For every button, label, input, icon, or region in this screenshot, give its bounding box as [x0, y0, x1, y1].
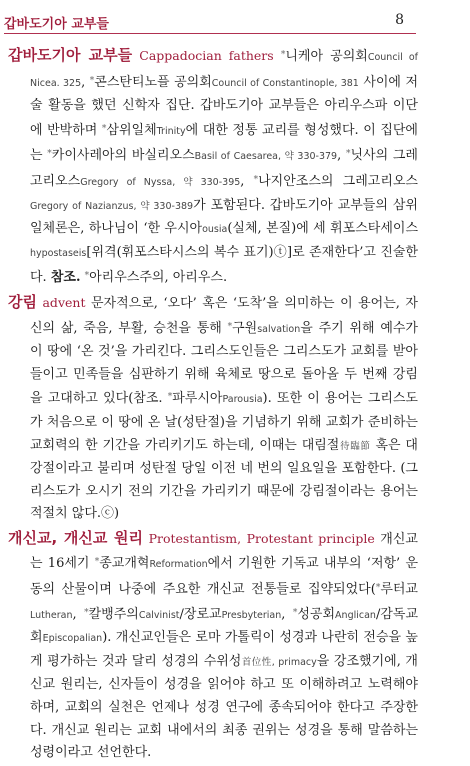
entry-text: /감독교회	[30, 606, 419, 646]
entry-term-english: Protestantism, Protestant principle	[148, 530, 375, 546]
original-term: 待臨節	[339, 440, 371, 452]
entry-text: 루터교	[380, 582, 418, 598]
entry-body	[30, 532, 418, 760]
entry-text: 개신교는 16세기	[30, 531, 418, 572]
entry-protestantism	[8, 527, 418, 765]
original-term: Gregory of Nazianzus, 약 330-389	[30, 200, 194, 212]
entry-text: 삼위일체	[106, 122, 157, 138]
entry-term: 강림	[8, 292, 37, 311]
cross-reference-mark: *	[89, 75, 95, 86]
entry-text: /장로교	[179, 606, 222, 622]
entry-text: 사이에 저술 활동을 했던 신학자 집단. 갑바도기아 교부들은 아리우스파 이단에 반박하며	[30, 74, 419, 138]
see-also-label: 참조.	[50, 270, 81, 286]
cross-reference-mark: *	[167, 392, 173, 403]
cross-reference-mark: *	[94, 557, 100, 568]
entry-text: 구원	[232, 320, 258, 336]
page-number: 8	[395, 12, 404, 28]
entry-text: ,	[240, 173, 254, 189]
original-term: Reformation	[149, 559, 208, 571]
cross-reference-mark: *	[375, 583, 381, 594]
original-term: ousia	[202, 224, 228, 236]
entry-text: 카이사레아의 바실리오스	[51, 148, 195, 164]
entry-cappadocian-fathers	[8, 44, 418, 290]
original-term: Basil of Caesarea, 약 330-379	[194, 151, 338, 163]
entry-body	[30, 296, 418, 521]
entry-text: ). 또한 이 용어는 그리스도가 처음으로 이 땅에 온 날(성탄절)을 기념하기 위해 교회가 준비하는 교회력의 한 기간을 가리키기도 하는데, 이때는 대림절	[30, 391, 418, 453]
header-rule	[4, 33, 416, 34]
cross-reference-mark: *	[84, 271, 90, 282]
original-term: Gregory of Nyssa, 약 330-395	[80, 176, 241, 188]
cross-reference-mark: *	[84, 607, 89, 618]
entry-text: 에 대한 정통 교리를 형성했다. 이 집단에는	[30, 122, 418, 164]
original-term: Calvinist	[138, 609, 180, 621]
entry-text: 혹은 대강절이라고 불리며 성탄절 당일 이전 네 번의 일요일을 포함한다. (그리스도가 오시기 전의 기간을 가리키기 때문에 강림절이라는 용어는 적절치 않다.ⓒ)	[30, 437, 418, 522]
cross-reference-mark: *	[292, 607, 298, 618]
entry-text: 니케아 공의회	[285, 49, 368, 64]
entry-term: 갑바도기아 교부들	[8, 46, 133, 64]
entry-text: 성공회	[297, 606, 336, 622]
cross-reference-mark: *	[47, 149, 52, 160]
entry-body	[30, 49, 418, 285]
original-term: Council of Constantinople, 381	[211, 77, 359, 89]
entry-advent	[8, 291, 418, 526]
entry-text: ). 개신교인들은 로마 가톨릭이 성경과 나란히 전승을 높게 평가하는 것과 달리 성경의 수위성	[30, 630, 418, 669]
entry-text: 콘스탄티노플 공의회	[94, 74, 212, 90]
entry-text: 문자적으로, ‘오다’ 혹은 ‘도착’을 의미하는 이 용어는, 자신의 삶, 죽음, 부활, 승천을 통해	[30, 295, 418, 336]
original-term: Presbyterian	[221, 609, 282, 621]
original-term: Council of Nicea. 325	[30, 52, 418, 89]
cross-reference-mark: *	[280, 50, 286, 60]
original-term: Parousia	[222, 394, 263, 406]
entry-text: ,	[72, 606, 85, 622]
original-term: hypostaseis	[30, 247, 87, 259]
original-term: Episcopalian	[42, 633, 103, 645]
running-head: 갑바도기아 교부들	[4, 17, 109, 32]
entry-text: ,	[281, 606, 293, 622]
entry-text: 을 강조했기에, 개신교 원리는, 신자들이 성경을 읽어야 하고 또 이해하려고 노력해야 하며, 교회의 실천은 언제나 성경 연구에 종속되어야 한다고 주장한다. 개신교 원리는 교회 내에서의 최종 권위는 성경을 통해 말씀하는 성령이라고 선언한다.	[30, 653, 418, 761]
entry-term-english: advent	[42, 294, 86, 310]
entry-text: 나지안조스의 그레고리오스	[258, 173, 418, 189]
entry-text: ,	[337, 148, 346, 164]
entry-text: 닛사의 그레고리오스	[30, 148, 418, 189]
entry-text: [위격(휘포스타시스의 복수 표기)ⓣ]로 존재한다’고 진술한다.	[30, 244, 418, 286]
entry-text: (실체, 본질)에 세 휘포스타세이스	[227, 221, 418, 237]
original-term: salvation	[257, 323, 301, 335]
entry-term: 개신교, 개신교 원리	[8, 528, 143, 547]
entry-text: 종교개혁	[99, 556, 150, 572]
entry-text: 가 포함된다. 갑바도기아 교부들의 삼위일체론은, 하나님이 ‘한 우시아	[30, 197, 418, 237]
original-term: Trinity	[156, 125, 186, 137]
cross-reference-mark: *	[227, 321, 233, 332]
cross-reference-mark: *	[345, 149, 351, 160]
dictionary-body	[8, 44, 418, 766]
page-header	[0, 0, 470, 42]
original-term: Anglican	[335, 609, 376, 621]
cross-reference-mark: *	[253, 174, 259, 185]
entry-text: 파루시아	[172, 391, 223, 407]
original-term: 首位性, primacy	[241, 656, 317, 668]
entry-term-english: Cappadocian fathers	[139, 48, 274, 63]
entry-text: 칼뱅주의	[88, 606, 139, 622]
entry-text: 아리우스주의, 아리우스.	[89, 270, 228, 286]
entry-text: 을 주기 위해 예수가 이 땅에 ‘온 것’을 가리킨다. 그리스도인들은 그리스도가 교회를 받아들이고 민족들을 심판하기 위해 육체로 땅으로 돌아올 두 번째 강림을 고대하고 있다(참조.	[30, 320, 418, 407]
cross-reference-mark: *	[101, 123, 107, 134]
original-term: Lutheran	[30, 609, 73, 621]
entry-text: ,	[81, 74, 90, 90]
entry-text: 에서 기원한 기독교 내부의 ‘저항’ 운동의 산물이며 나중에 주요한 개신교 전통들로 집약되었다(	[30, 556, 418, 598]
